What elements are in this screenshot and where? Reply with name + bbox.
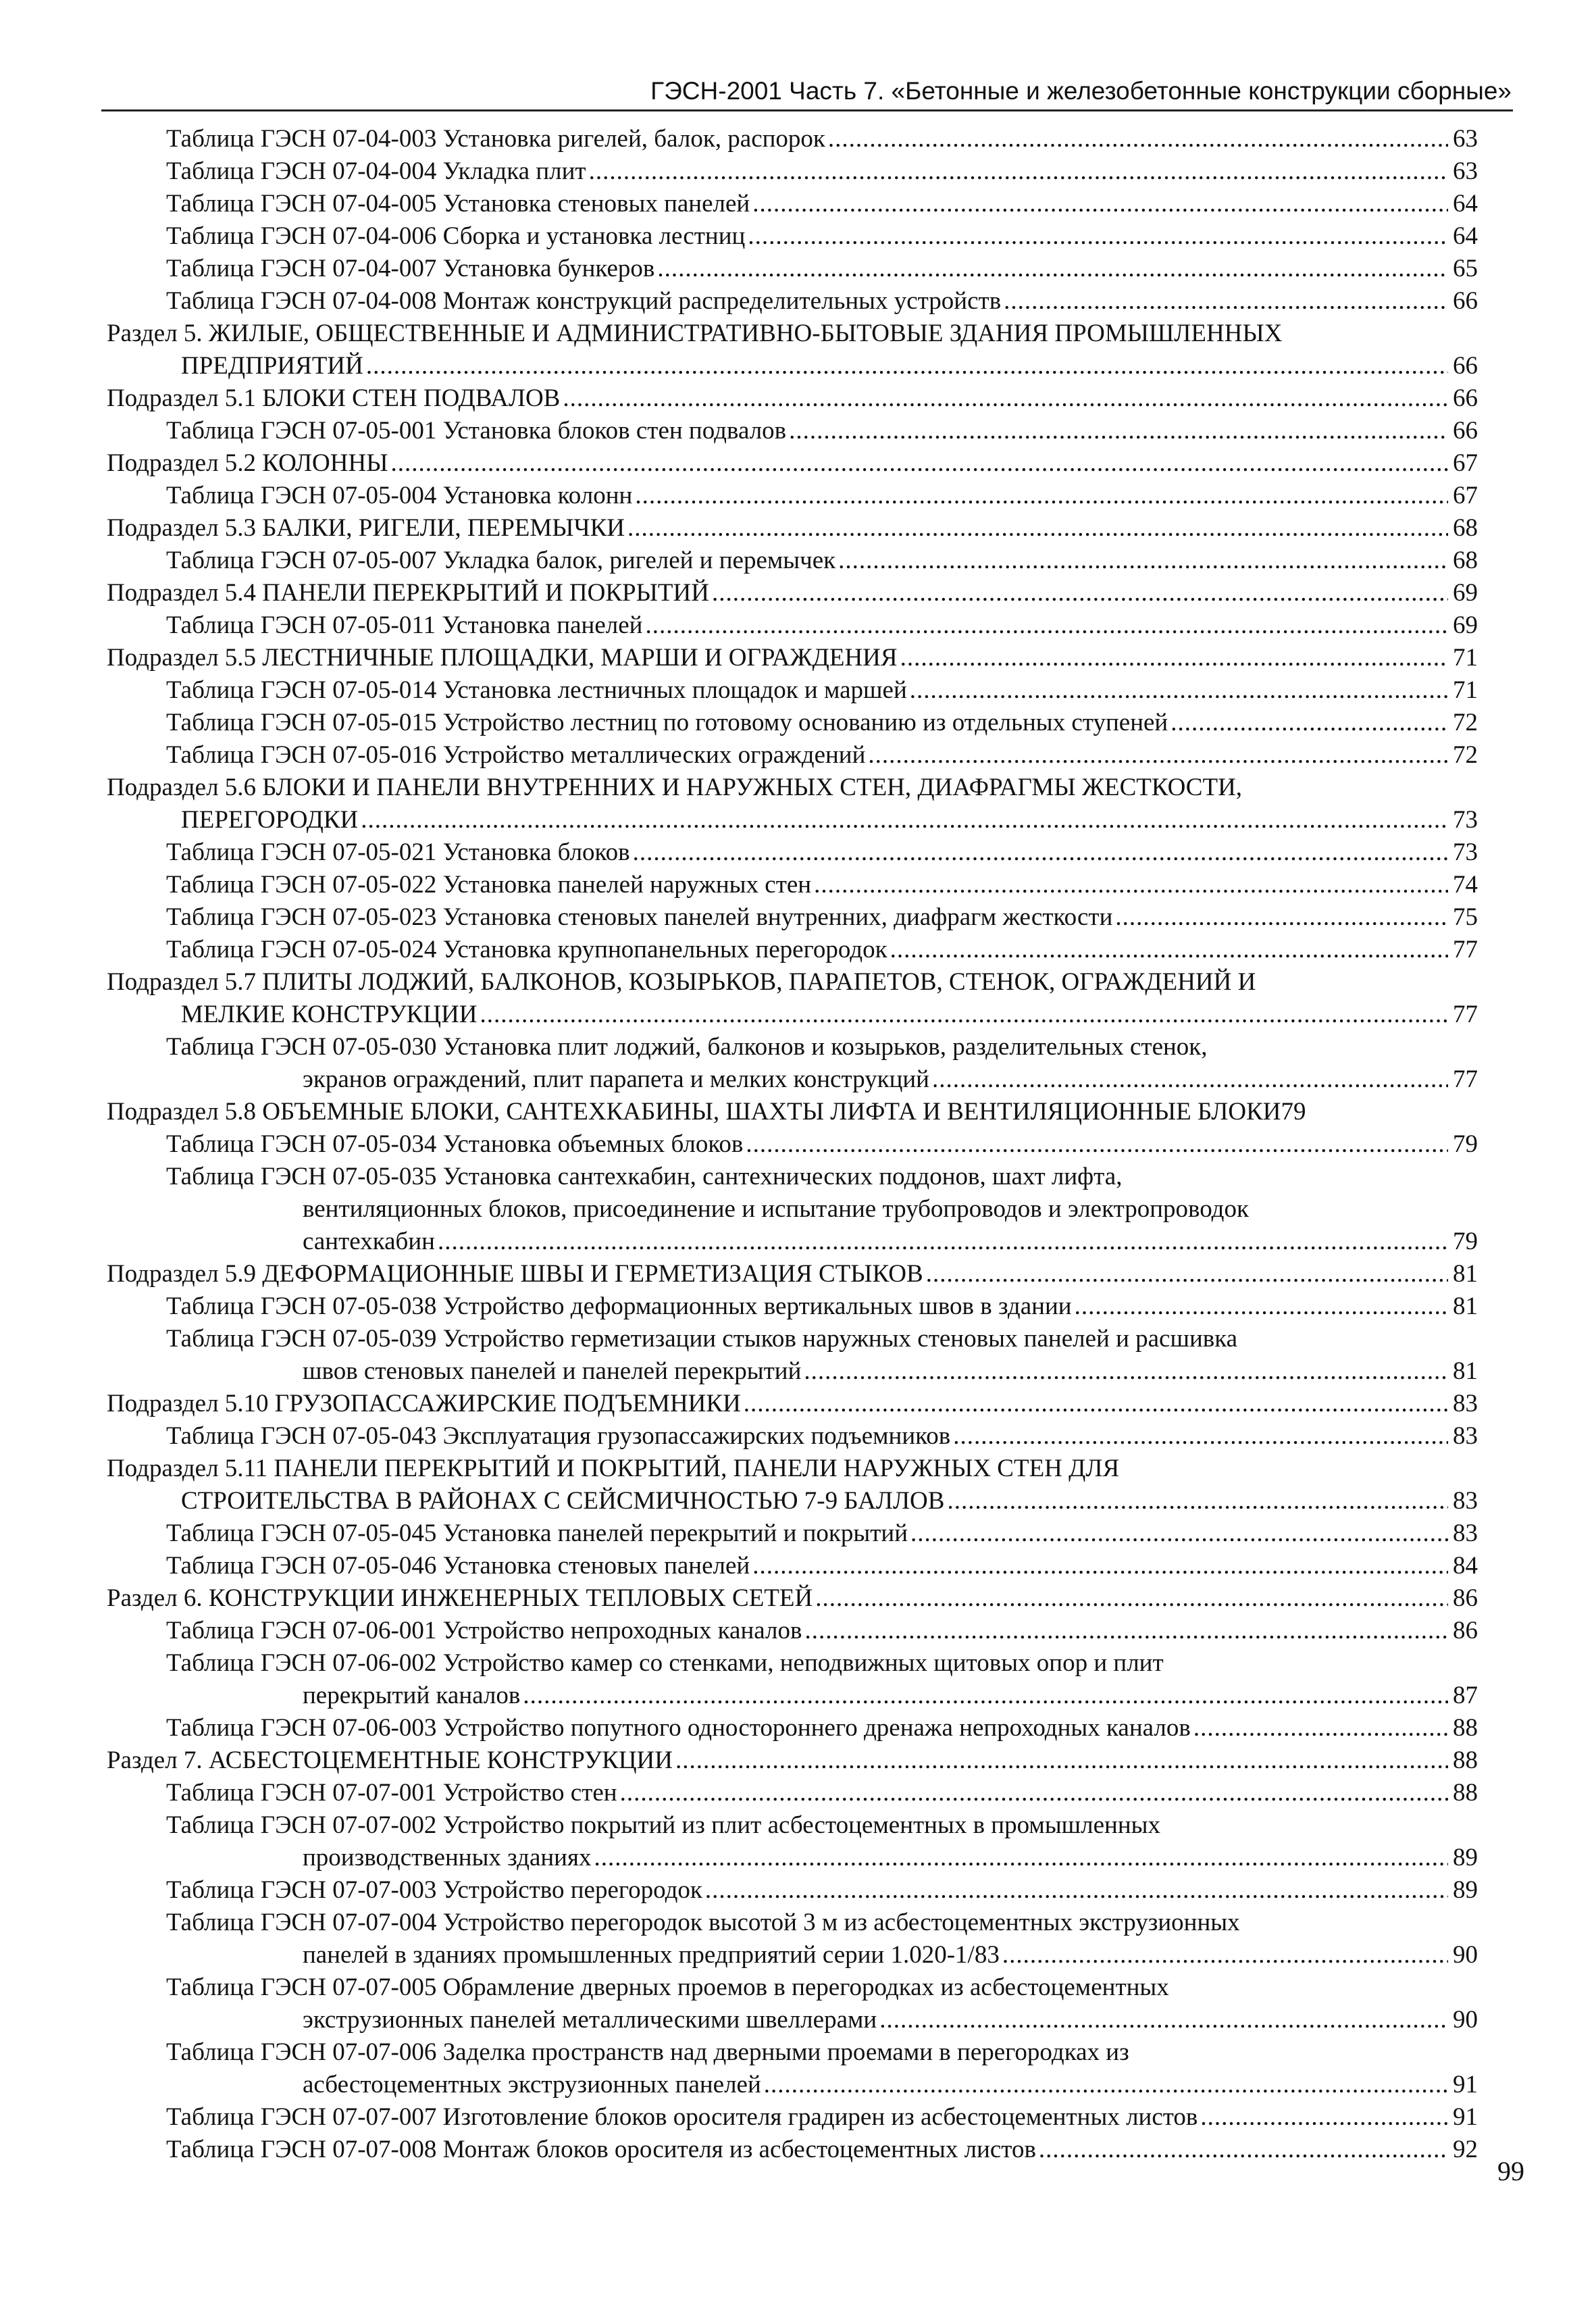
toc-entry-text: Таблица ГЭСН 07-04-005 Установка стеновых панелей (166, 190, 750, 218)
dot-leader (627, 512, 1448, 545)
toc-table-entry[interactable] (107, 1809, 1478, 1874)
toc-entry-text: Таблица ГЭСН 07-05-001 Установка блоков стен подвалов (166, 417, 787, 445)
toc-entry-text: Таблица ГЭСН 07-06-002 Устройство камер со стенками, неподвижных щитовых опор и плит (166, 1649, 1164, 1677)
toc-entry-text: Раздел 7. АСБЕСТОЦЕМЕНТНЫЕ КОНСТРУКЦИИ (107, 1746, 673, 1774)
toc-entry-text: ПРЕДПРИЯТИЙ (181, 352, 363, 380)
toc-page-number: 88 (1453, 1746, 1478, 1774)
toc-page-number: 91 (1453, 2071, 1478, 2098)
toc-entry-text: Подраздел 5.11 ПАНЕЛИ ПЕРЕКРЫТИЙ И ПОКРЫТИЙ, ПАНЕЛИ НАРУЖНЫХ СТЕН ДЛЯ (107, 1455, 1120, 1482)
toc-entry-text: Таблица ГЭСН 07-07-003 Устройство перегородок (166, 1876, 702, 1904)
toc-entry-text: Раздел 5. ЖИЛЫЕ, ОБЩЕСТВЕННЫЕ И АДМИНИСТРАТИВНО-БЫТОВЫЕ ЗДАНИЯ ПРОМЫШЛЕННЫХ (107, 320, 1283, 347)
toc-table-entry[interactable] (107, 707, 1478, 739)
dot-leader (746, 1128, 1448, 1161)
dot-leader (563, 382, 1448, 415)
toc-entry-text: Таблица ГЭСН 07-04-008 Монтаж конструкций распределительных устройств (166, 287, 1002, 315)
toc-entry-text: Подраздел 5.6 БЛОКИ И ПАНЕЛИ ВНУТРЕННИХ И НАРУЖНЫХ СТЕН, ДИАФРАГМЫ ЖЕСТКОСТИ, (107, 774, 1243, 801)
toc-entry-text: Подраздел 5.9 ДЕФОРМАЦИОННЫЕ ШВЫ И ГЕРМЕТИЗАЦИЯ СТЫКОВ (107, 1260, 923, 1288)
toc-table-entry[interactable] (107, 415, 1478, 447)
toc-entry-text: ПЕРЕГОРОДКИ (181, 806, 359, 834)
dot-leader (1200, 2101, 1448, 2134)
toc-entry-text: Таблица ГЭСН 07-05-011 Установка панелей (166, 611, 643, 639)
dot-leader (752, 1550, 1448, 1582)
toc-page-number: 64 (1453, 222, 1478, 250)
toc-entry-text: Таблица ГЭСН 07-05-021 Установка блоков (166, 838, 630, 866)
toc-entry-text: Таблица ГЭСН 07-05-035 Установка сантехкабин, сантехнических поддонов, шахт лифта, (166, 1163, 1123, 1190)
toc-entry-text: Таблица ГЭСН 07-05-043 Эксплуатация грузопассажирских подъемников (166, 1422, 951, 1450)
running-title: ГЭСН-2001 Часть 7. «Бетонные и железобетонные конструкции сборные» (650, 77, 1512, 105)
toc-table-entry[interactable] (107, 1874, 1478, 1907)
toc-table-entry[interactable] (107, 480, 1478, 512)
toc-entry-text: Таблица ГЭСН 07-05-024 Установка крупнопанельных перегородок (166, 936, 887, 963)
toc-section-entry[interactable] (107, 966, 1478, 1031)
toc-entry-text: Таблица ГЭСН 07-05-016 Устройство металлических ограждений (166, 741, 866, 769)
toc-page-number: 69 (1453, 611, 1478, 639)
dot-leader (675, 1744, 1448, 1777)
toc-page-number: 67 (1453, 449, 1478, 477)
toc-entry-text: Таблица ГЭСН 07-05-039 Устройство герметизации стыков наружных стеновых панелей и расшивка (166, 1325, 1238, 1353)
toc-entry-text: Таблица ГЭСН 07-05-015 Устройство лестниц по готовому основанию из отдельных ступеней (166, 709, 1168, 736)
toc-page-number: 83 (1453, 1519, 1478, 1547)
toc-entry-text: СТРОИТЕЛЬСТВА В РАЙОНАХ С СЕЙСМИЧНОСТЬЮ 7-9 БАЛЛОВ (181, 1487, 945, 1515)
toc-table-entry[interactable] (107, 1517, 1478, 1550)
toc-entry-text: Раздел 6. КОНСТРУКЦИИ ИНЖЕНЕРНЫХ ТЕПЛОВЫХ СЕТЕЙ (107, 1584, 813, 1612)
dot-leader (705, 1874, 1448, 1907)
toc-page-number: 73 (1453, 806, 1478, 834)
toc-section-entry[interactable] (107, 772, 1478, 836)
dot-leader (814, 869, 1448, 901)
running-header (101, 62, 1513, 111)
toc-page-number: 90 (1453, 1941, 1478, 1969)
toc-section-entry[interactable] (107, 577, 1478, 609)
toc-entry-text: Подраздел 5.10 ГРУЗОПАССАЖИРСКИЕ ПОДЪЕМНИКИ (107, 1390, 741, 1417)
toc-page-number: 81 (1453, 1357, 1478, 1385)
toc-table-entry[interactable] (107, 1647, 1478, 1712)
dot-leader (1170, 707, 1448, 739)
toc-page-number: 66 (1453, 384, 1478, 412)
dot-leader (744, 1388, 1448, 1420)
toc-section-entry[interactable] (107, 512, 1478, 545)
dot-leader (764, 2069, 1448, 2101)
toc-table-entry[interactable] (107, 1161, 1478, 1258)
toc-entry-text: Подраздел 5.8 ОБЪЕМНЫЕ БЛОКИ, САНТЕХКАБИНЫ, ШАХТЫ ЛИФТА И ВЕНТИЛЯЦИОННЫЕ БЛОКИ (107, 1098, 1281, 1126)
dot-leader (947, 1485, 1448, 1517)
dot-leader (828, 123, 1448, 155)
dot-leader (1115, 901, 1448, 934)
toc-entry-text: сантехкабин (303, 1228, 435, 1255)
toc-section-entry[interactable] (107, 1258, 1478, 1290)
toc-table-entry[interactable] (107, 1971, 1478, 2036)
dot-leader (752, 188, 1448, 220)
toc-entry-text: Таблица ГЭСН 07-07-006 Заделка пространств над дверными проемами в перегородках из (166, 2038, 1129, 2066)
toc-page-number: 63 (1453, 157, 1478, 185)
toc-table-entry[interactable] (107, 934, 1478, 966)
toc-table-entry[interactable] (107, 1712, 1478, 1744)
toc-entry-text: Таблица ГЭСН 07-05-038 Устройство деформационных вертикальных швов в здании (166, 1292, 1072, 1320)
toc-section-entry[interactable] (107, 382, 1478, 415)
page-number: 99 (1497, 2156, 1524, 2186)
toc-entry-text: Таблица ГЭСН 07-06-001 Устройство непроходных каналов (166, 1617, 802, 1644)
toc-page-number: 79 (1281, 1098, 1306, 1126)
toc-table-entry[interactable] (107, 901, 1478, 934)
toc-entry-text: Таблица ГЭСН 07-05-034 Установка объемных блоков (166, 1130, 744, 1158)
toc-table-entry[interactable] (107, 869, 1478, 901)
dot-leader (900, 642, 1448, 674)
toc-table-entry[interactable] (107, 674, 1478, 707)
toc-page-number: 83 (1453, 1487, 1478, 1515)
toc-table-entry[interactable] (107, 1550, 1478, 1582)
toc-entry-text: экструзионных панелей металлическими швеллерами (303, 2006, 877, 2034)
dot-leader (366, 350, 1448, 382)
toc-table-entry[interactable] (107, 739, 1478, 772)
toc-entry-text: Таблица ГЭСН 07-07-004 Устройство перегородок высотой 3 м из асбестоцементных экструзионных (166, 1909, 1240, 1936)
dot-leader (1039, 2134, 1448, 2166)
toc-page-number: 86 (1453, 1584, 1478, 1612)
toc-page-number: 88 (1453, 1779, 1478, 1807)
toc-entry-text: Подраздел 5.3 БАЛКИ, РИГЕЛИ, ПЕРЕМЫЧКИ (107, 514, 625, 542)
dot-leader (868, 739, 1448, 772)
toc-table-entry[interactable] (107, 1323, 1478, 1388)
toc-entry-text: МЕЛКИЕ КОНСТРУКЦИИ (181, 1001, 478, 1028)
toc-page-number: 77 (1453, 1001, 1478, 1028)
toc-table-entry[interactable] (107, 2036, 1478, 2101)
toc-table-entry[interactable] (107, 1777, 1478, 1809)
toc-page-number: 72 (1453, 741, 1478, 769)
toc-page-number: 64 (1453, 190, 1478, 218)
toc-table-entry[interactable] (107, 1907, 1478, 1971)
toc-section-entry[interactable] (107, 318, 1478, 382)
toc-page-number: 88 (1453, 1714, 1478, 1742)
dot-leader (438, 1226, 1448, 1258)
toc-page-number: 77 (1453, 936, 1478, 963)
toc-entry-text: Таблица ГЭСН 07-05-004 Установка колонн (166, 482, 633, 509)
toc-table-entry[interactable] (107, 609, 1478, 642)
dot-leader (390, 447, 1448, 480)
toc-page-number: 74 (1453, 871, 1478, 899)
toc-entry-text: Таблица ГЭСН 07-04-003 Установка ригелей, балок, распорок (166, 125, 825, 153)
dot-leader (589, 155, 1448, 188)
toc-page-number: 69 (1453, 579, 1478, 607)
toc-page-number: 71 (1453, 676, 1478, 704)
toc-section-entry[interactable] (107, 1388, 1478, 1420)
toc-page-number: 66 (1453, 352, 1478, 380)
toc-entry-text: Таблица ГЭСН 07-04-006 Сборка и установка лестниц (166, 222, 746, 250)
toc-page-number: 86 (1453, 1617, 1478, 1644)
toc-table-entry[interactable] (107, 1128, 1478, 1161)
dot-leader (804, 1615, 1448, 1647)
toc-page-number: 79 (1453, 1130, 1478, 1158)
toc-page-number: 68 (1453, 547, 1478, 574)
dot-leader (523, 1680, 1448, 1712)
toc-entry-text: производственных зданиях (303, 1844, 592, 1871)
toc-table-entry[interactable] (107, 2101, 1478, 2134)
toc-table-entry[interactable] (107, 253, 1478, 285)
toc-section-entry[interactable] (107, 642, 1478, 674)
toc-section-entry[interactable] (107, 1453, 1478, 1517)
dot-leader (480, 999, 1448, 1031)
dot-leader (620, 1777, 1448, 1809)
toc-page-number: 71 (1453, 644, 1478, 672)
dot-leader (815, 1582, 1448, 1615)
toc-page-number: 63 (1453, 125, 1478, 153)
dot-leader (1002, 1939, 1448, 1971)
dot-leader (633, 836, 1448, 869)
toc-page-number: 75 (1453, 903, 1478, 931)
toc-table-entry[interactable] (107, 285, 1478, 318)
toc-entry-text: швов стеновых панелей и панелей перекрытий (303, 1357, 802, 1385)
toc-entry-text: Подраздел 5.4 ПАНЕЛИ ПЕРЕКРЫТИЙ И ПОКРЫТИЙ (107, 579, 709, 607)
toc-table-entry[interactable] (107, 188, 1478, 220)
dot-leader (594, 1842, 1449, 1874)
toc-entry-text: Подраздел 5.1 БЛОКИ СТЕН ПОДВАЛОВ (107, 384, 561, 412)
toc-entry-text: перекрытий каналов (303, 1682, 521, 1709)
toc-page-number: 73 (1453, 838, 1478, 866)
table-of-contents (107, 123, 1478, 2166)
dot-leader (712, 577, 1448, 609)
toc-table-entry[interactable] (107, 836, 1478, 869)
toc-entry-text: Таблица ГЭСН 07-05-007 Укладка балок, ригелей и перемычек (166, 547, 836, 574)
toc-page-number: 87 (1453, 1682, 1478, 1709)
dot-leader (361, 804, 1448, 836)
dot-leader (953, 1420, 1448, 1453)
toc-entry-text: Таблица ГЭСН 07-05-030 Установка плит лоджий, балконов и козырьков, разделительных стенок, (166, 1033, 1208, 1061)
toc-section-entry[interactable] (107, 447, 1478, 480)
toc-section-entry[interactable] (107, 1582, 1478, 1615)
toc-page-number: 83 (1453, 1422, 1478, 1450)
toc-entry-text: Подраздел 5.2 КОЛОННЫ (107, 449, 388, 477)
toc-entry-text: вентиляционных блоков, присоединение и испытание трубопроводов и электропроводок (303, 1195, 1249, 1223)
dot-leader (1193, 1712, 1448, 1744)
toc-entry-text: Подраздел 5.7 ПЛИТЫ ЛОДЖИЙ, БАЛКОНОВ, КОЗЫРЬКОВ, ПАРАПЕТОВ, СТЕНОК, ОГРАЖДЕНИЙ И (107, 968, 1256, 996)
toc-table-entry[interactable] (107, 155, 1478, 188)
dot-leader (804, 1355, 1448, 1388)
toc-table-entry[interactable] (107, 1615, 1478, 1647)
dot-leader (635, 480, 1448, 512)
toc-page-number: 83 (1453, 1390, 1478, 1417)
toc-entry-text: Таблица ГЭСН 07-07-007 Изготовление блоков оросителя градирен из асбестоцементных листов (166, 2103, 1198, 2131)
toc-section-entry[interactable] (107, 1744, 1478, 1777)
toc-table-entry[interactable] (107, 1290, 1478, 1323)
dot-leader (932, 1063, 1448, 1096)
toc-page-number: 92 (1453, 2136, 1478, 2163)
toc-page-number: 81 (1453, 1260, 1478, 1288)
dot-leader (645, 609, 1448, 642)
toc-entry-text: Таблица ГЭСН 07-06-003 Устройство попутного одностороннего дренажа непроходных каналов (166, 1714, 1191, 1742)
toc-page-number: 90 (1453, 2006, 1478, 2034)
toc-section-entry[interactable] (107, 1096, 1478, 1128)
toc-page-number: 79 (1453, 1228, 1478, 1255)
toc-entry-text: Таблица ГЭСН 07-05-022 Установка панелей наружных стен (166, 871, 812, 899)
toc-page-number: 89 (1453, 1844, 1478, 1871)
toc-entry-text: Таблица ГЭСН 07-07-005 Обрамление дверных проемов в перегородках из асбестоцементных (166, 1973, 1169, 2001)
toc-table-entry[interactable] (107, 545, 1478, 577)
toc-page-number: 72 (1453, 709, 1478, 736)
toc-entry-text: панелей в зданиях промышленных предприятий серии 1.020-1/83 (303, 1941, 1000, 1969)
toc-entry-text: Таблица ГЭСН 07-04-007 Установка бункеров (166, 255, 655, 282)
toc-entry-text: Таблица ГЭСН 07-07-001 Устройство стен (166, 1779, 617, 1807)
toc-table-entry[interactable] (107, 123, 1478, 155)
toc-page-number: 81 (1453, 1292, 1478, 1320)
toc-entry-text: Таблица ГЭСН 07-05-046 Установка стеновых панелей (166, 1552, 750, 1580)
dot-leader (890, 934, 1448, 966)
toc-entry-text: асбестоцементных экструзионных панелей (303, 2071, 761, 2098)
toc-page-number: 66 (1453, 287, 1478, 315)
toc-page-number: 89 (1453, 1876, 1478, 1904)
dot-leader (789, 415, 1448, 447)
toc-page-number: 84 (1453, 1552, 1478, 1580)
toc-page-number: 77 (1453, 1065, 1478, 1093)
toc-entry-text: Подраздел 5.5 ЛЕСТНИЧНЫЕ ПЛОЩАДКИ, МАРШИ И ОГРАЖДЕНИЯ (107, 644, 898, 672)
toc-table-entry[interactable] (107, 2134, 1478, 2166)
toc-entry-text: Таблица ГЭСН 07-04-004 Укладка плит (166, 157, 586, 185)
toc-entry-text: Таблица ГЭСН 07-05-014 Установка лестничных площадок и маршей (166, 676, 907, 704)
dot-leader (1075, 1290, 1448, 1323)
dot-leader (1004, 285, 1448, 318)
dot-leader (910, 674, 1448, 707)
toc-table-entry[interactable] (107, 1031, 1478, 1096)
toc-entry-text: Таблица ГЭСН 07-05-045 Установка панелей перекрытий и покрытий (166, 1519, 908, 1547)
dot-leader (748, 220, 1448, 253)
toc-page-number: 67 (1453, 482, 1478, 509)
toc-page-number: 65 (1453, 255, 1478, 282)
dot-leader (926, 1258, 1448, 1290)
toc-page-number: 66 (1453, 417, 1478, 445)
dot-leader (910, 1517, 1448, 1550)
toc-entry-text: Таблица ГЭСН 07-05-023 Установка стеновых панелей внутренних, диафрагм жесткости (166, 903, 1113, 931)
toc-entry-text: Таблица ГЭСН 07-07-002 Устройство покрытий из плит асбестоцементных в промышленных (166, 1811, 1161, 1839)
toc-page-number: 68 (1453, 514, 1478, 542)
toc-entry-text: Таблица ГЭСН 07-07-008 Монтаж блоков оросителя из асбестоцементных листов (166, 2136, 1036, 2163)
dot-leader (657, 253, 1448, 285)
toc-entry-text: экранов ограждений, плит парапета и мелких конструкций (303, 1065, 929, 1093)
dot-leader (838, 545, 1448, 577)
toc-table-entry[interactable] (107, 1420, 1478, 1453)
toc-page-number: 91 (1453, 2103, 1478, 2131)
dot-leader (879, 2004, 1448, 2036)
toc-table-entry[interactable] (107, 220, 1478, 253)
